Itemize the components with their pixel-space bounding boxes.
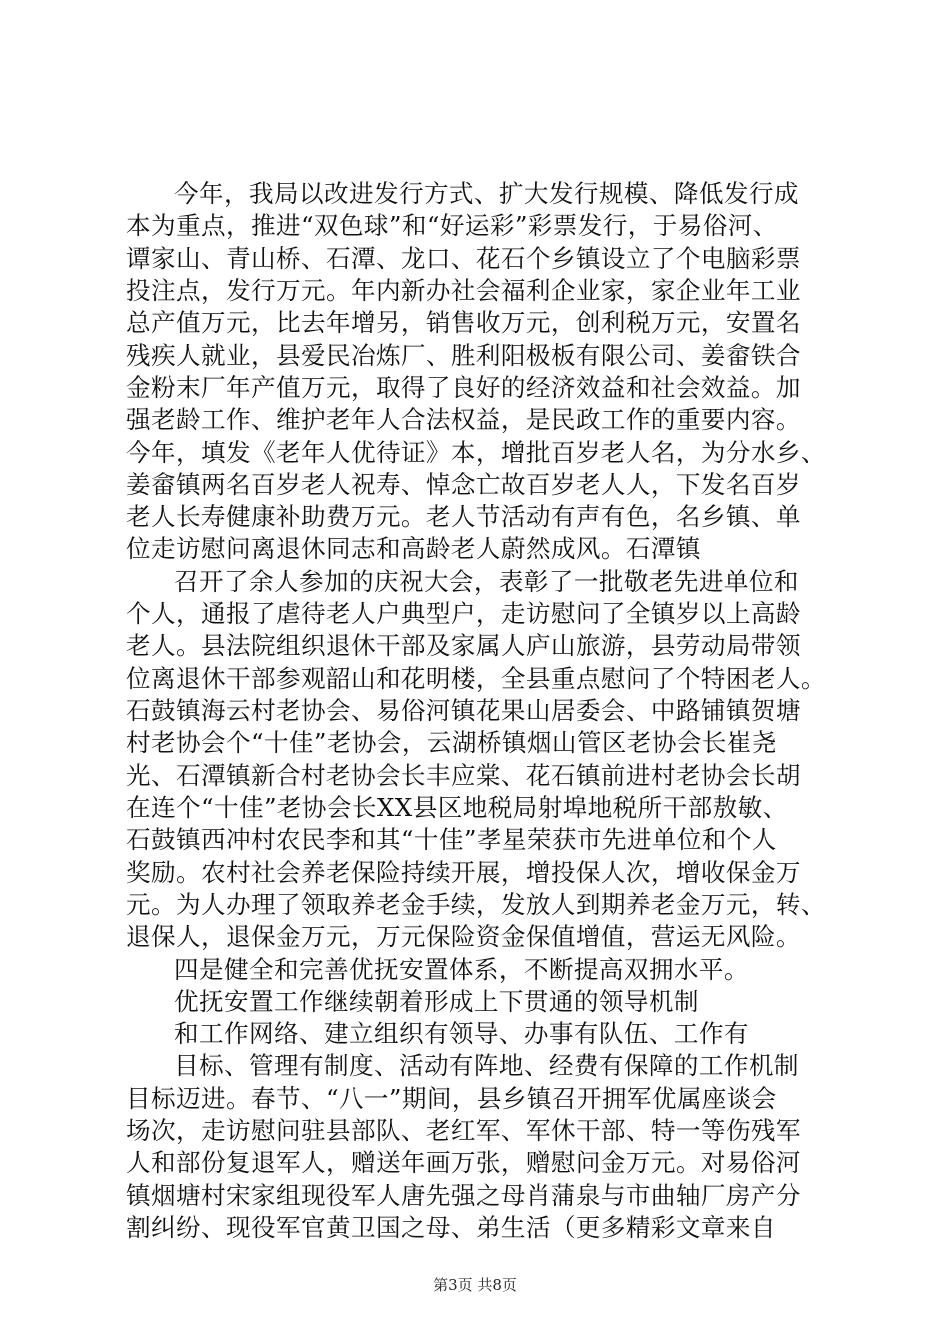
text-line: 目标迈进。春节、“八一”期间，县乡镇召开拥军优属座谈会 (126, 1084, 777, 1113)
text-line: 位离退休干部参观韶山和花明楼，全县重点慰问了个特困老人。 (126, 664, 826, 693)
text-line: 在连个“十佳”老协会长XX县区地税局射埠地税所干部敖敏、 (126, 793, 788, 822)
text-line: 镇烟塘村宋家组现役军人唐先强之母肖蒲泉与市曲轴厂房产分 (126, 1181, 801, 1210)
text-line: 本为重点，推进“双色球”和“好运彩”彩票发行，于易俗河、 (126, 211, 778, 240)
text-line: 老人。县法院组织退休干部及家属人庐山旅游，县劳动局带领 (126, 631, 801, 660)
text-line: 今年，填发《老年人优待证》本，增批百岁老人名，为分水乡、 (126, 438, 826, 467)
text-line: 投注点，发行万元。年内新办社会福利企业家，家企业年工业 (126, 276, 801, 305)
page-footer: 第3页 共8页 (433, 1276, 517, 1294)
text-line: 总产值万元，比去年增另，销售收万元，创利税万元，安置名 (126, 308, 801, 337)
text-line: 奖励。农村社会养老保险持续开展，增投保人次，增收保金万 (126, 858, 801, 887)
text-line: 老人长寿健康补助费万元。老人节活动有声有色，名乡镇、单 (126, 502, 801, 531)
text-line: 金粉末厂年产值万元，取得了良好的经济效益和社会效益。加 (126, 373, 801, 402)
text-line: 今年，我局以改进发行方式、扩大发行规模、降低发行成 (174, 179, 799, 208)
text-line: 位走访慰问离退休同志和高龄老人蔚然成风。石潭镇 (126, 534, 701, 563)
text-line: 个人，通报了虐待老人户典型户，走访慰问了全镇岁以上高龄 (126, 599, 801, 628)
text-line: 石鼓镇海云村老协会、易俗河镇花果山居委会、中路铺镇贺塘 (126, 696, 801, 725)
text-line: 和工作网络、建立组织有领导、办事有队伍、工作有 (174, 1019, 749, 1048)
text-line: 姜畲镇两名百岁老人祝寿、悼念亡故百岁老人人，下发名百岁 (126, 470, 801, 499)
text-line: 残疾人就业，县爱民冶炼厂、胜利阳极板有限公司、姜畲铁合 (126, 341, 801, 370)
text-line: 割纠纷、现役军官黄卫国之母、弟生活（更多精彩文章来自 (126, 1213, 776, 1242)
text-line: 人和部份复退军人，赠送年画万张，赠慰问金万元。对易俗河 (126, 1148, 801, 1177)
text-line: 退保人，退保金万元，万元保险资金保值增值，营运无风险。 (126, 922, 801, 951)
text-line: 四是健全和完善优抚安置体系，不断提高双拥水平。 (174, 955, 749, 984)
text-line: 石鼓镇西冲村农民李和其“十佳”孝星荣获市先进单位和个人 (126, 825, 777, 854)
text-line: 元。为人办理了领取养老金手续，发放人到期养老金万元，转、 (126, 890, 826, 919)
text-line: 场次，走访慰问驻县部队、老红军、军休干部、特一等伤残军 (126, 1116, 801, 1145)
text-line: 村老协会个“十佳”老协会，云湖桥镇烟山管区老协会长崔尧 (126, 728, 777, 757)
text-line: 光、石潭镇新合村老协会长丰应棠、花石镇前进村老协会长胡 (126, 761, 801, 790)
text-line: 优抚安置工作继续朝着形成上下贯通的领导机制 (174, 987, 699, 1016)
text-line: 召开了余人参加的庆祝大会，表彰了一批敬老先进单位和 (174, 567, 799, 596)
text-line: 目标、管理有制度、活动有阵地、经费有保障的工作机制 (174, 1051, 799, 1080)
text-line: 强老龄工作、维护老年人合法权益，是民政工作的重要内容。 (126, 405, 801, 434)
text-line: 谭家山、青山桥、石潭、龙口、花石个乡镇设立了个电脑彩票 (126, 244, 801, 273)
